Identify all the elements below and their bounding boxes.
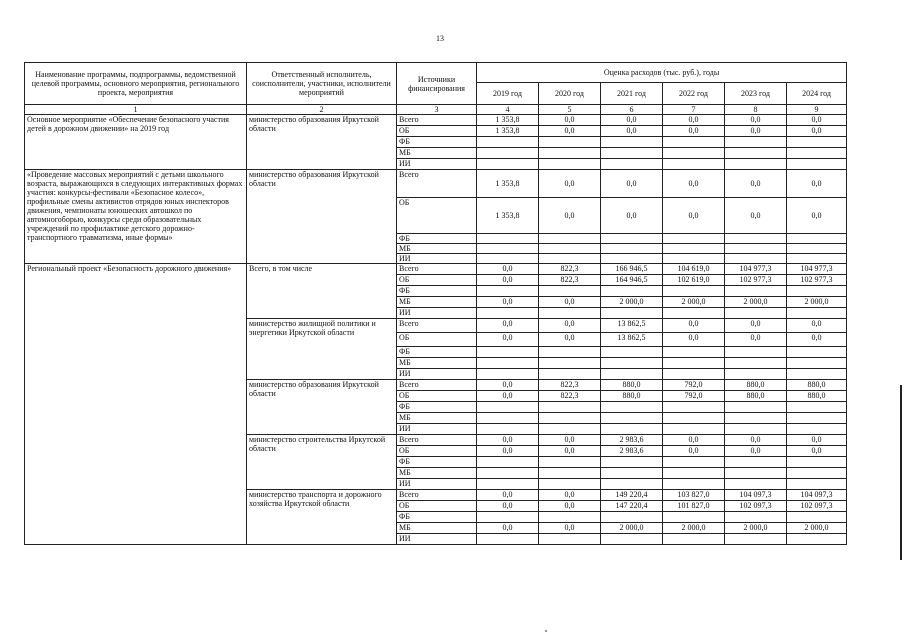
amount-cell (663, 137, 725, 148)
amount-cell: 0,0 (787, 126, 847, 137)
amount-cell (725, 159, 787, 170)
funding-source-cell: МБ (397, 358, 477, 369)
amount-cell: 2 000,0 (725, 297, 787, 308)
amount-cell (663, 254, 725, 264)
table-row (25, 264, 847, 275)
amount-cell: 2 000,0 (725, 523, 787, 534)
header-year: 2021 год (601, 83, 663, 105)
amount-cell (663, 534, 725, 545)
funding-source-cell: МБ (397, 468, 477, 479)
amount-cell (787, 512, 847, 523)
amount-cell: 102 977,3 (725, 275, 787, 286)
amount-cell: 102 097,3 (787, 501, 847, 512)
amount-cell (725, 286, 787, 297)
program-name-cell: «Проведение массовых мероприятий с детьми школьного возраста, выражающихся в следующих интерактивных формах участия: конкурсы-фестивали «Безопасное колесо», профильные смены активистов отрядов юных инспекторов движения, чемпионаты юношеских автошкол по автомногоборью, конкурсы среди образовательных учреждений по профилактике детского дорожно-транспортного травматизма, иные формы» (25, 170, 247, 264)
amount-cell (787, 468, 847, 479)
executor-cell: министерство жилищной политики и энергетики Иркутской области (247, 319, 397, 380)
amount-cell (539, 159, 601, 170)
amount-cell: 0,0 (787, 170, 847, 198)
amount-cell (787, 347, 847, 358)
header-year: 2024 год (787, 83, 847, 105)
amount-cell (725, 137, 787, 148)
funding-source-cell: ФБ (397, 234, 477, 244)
amount-cell: 0,0 (725, 435, 787, 446)
amount-cell: 102 977,3 (787, 275, 847, 286)
amount-cell: 0,0 (601, 126, 663, 137)
amount-cell: 0,0 (477, 501, 539, 512)
amount-cell (477, 234, 539, 244)
header-column-number: 4 (477, 105, 539, 115)
amount-cell (477, 148, 539, 159)
amount-cell: 880,0 (725, 391, 787, 402)
amount-cell (787, 137, 847, 148)
funding-source-cell: ОБ (397, 391, 477, 402)
amount-cell (725, 347, 787, 358)
amount-cell: 880,0 (787, 391, 847, 402)
amount-cell: 0,0 (725, 115, 787, 126)
amount-cell (601, 159, 663, 170)
amount-cell: 0,0 (601, 198, 663, 234)
amount-cell: 1 353,8 (477, 115, 539, 126)
amount-cell (725, 148, 787, 159)
amount-cell (663, 244, 725, 254)
amount-cell: 102 619,0 (663, 275, 725, 286)
amount-cell: 0,0 (539, 126, 601, 137)
amount-cell: 0,0 (539, 319, 601, 333)
amount-cell (725, 534, 787, 545)
amount-cell: 166 946,5 (601, 264, 663, 275)
funding-source-cell: Всего (397, 380, 477, 391)
header-column-number: 1 (25, 105, 247, 115)
amount-cell (787, 402, 847, 413)
funding-source-cell: Всего (397, 115, 477, 126)
header-column-number: 3 (397, 105, 477, 115)
scan-speck (545, 630, 547, 632)
amount-cell (539, 254, 601, 264)
amount-cell: 2 000,0 (663, 523, 725, 534)
amount-cell (601, 347, 663, 358)
page-number: 13 (436, 34, 444, 43)
amount-cell: 104 977,3 (787, 264, 847, 275)
amount-cell: 2 983,6 (601, 435, 663, 446)
amount-cell (477, 358, 539, 369)
amount-cell (539, 286, 601, 297)
header-executor: Ответственный исполнитель, соисполнители, участники, исполнители мероприятий (247, 63, 397, 105)
header-column-number: 6 (601, 105, 663, 115)
amount-cell: 0,0 (539, 435, 601, 446)
budget-table (24, 62, 847, 545)
amount-cell (601, 402, 663, 413)
amount-cell (601, 468, 663, 479)
amount-cell: 0,0 (477, 333, 539, 347)
funding-source-cell: МБ (397, 297, 477, 308)
amount-cell (539, 234, 601, 244)
scan-edge-mark (900, 385, 902, 560)
amount-cell: 792,0 (663, 391, 725, 402)
amount-cell: 0,0 (539, 170, 601, 198)
amount-cell: 0,0 (477, 297, 539, 308)
amount-cell (663, 159, 725, 170)
amount-cell (663, 286, 725, 297)
amount-cell (601, 244, 663, 254)
amount-cell (725, 402, 787, 413)
amount-cell (663, 468, 725, 479)
funding-source-cell: Всего (397, 435, 477, 446)
header-year: 2019 год (477, 83, 539, 105)
amount-cell: 0,0 (725, 446, 787, 457)
amount-cell (601, 413, 663, 424)
amount-cell: 147 220,4 (601, 501, 663, 512)
header-column-number: 7 (663, 105, 725, 115)
amount-cell: 822,3 (539, 380, 601, 391)
amount-cell (601, 254, 663, 264)
header-year: 2022 год (663, 83, 725, 105)
amount-cell (663, 347, 725, 358)
amount-cell: 880,0 (787, 380, 847, 391)
funding-source-cell: ФБ (397, 457, 477, 468)
funding-source-cell: Всего (397, 170, 477, 198)
amount-cell (477, 457, 539, 468)
funding-source-cell: ИИ (397, 308, 477, 319)
funding-source-cell: Всего (397, 490, 477, 501)
funding-source-cell: ОБ (397, 501, 477, 512)
amount-cell (787, 479, 847, 490)
amount-cell: 1 353,8 (477, 170, 539, 198)
amount-cell: 164 946,5 (601, 275, 663, 286)
amount-cell (725, 479, 787, 490)
amount-cell: 0,0 (725, 170, 787, 198)
amount-cell: 1 353,8 (477, 198, 539, 234)
funding-source-cell: ОБ (397, 198, 477, 234)
amount-cell (477, 244, 539, 254)
amount-cell (539, 369, 601, 380)
amount-cell: 822,3 (539, 391, 601, 402)
amount-cell (725, 244, 787, 254)
amount-cell (477, 369, 539, 380)
amount-cell (725, 424, 787, 435)
amount-cell (787, 159, 847, 170)
funding-source-cell: ФБ (397, 512, 477, 523)
amount-cell (787, 234, 847, 244)
amount-cell (663, 479, 725, 490)
amount-cell (663, 512, 725, 523)
amount-cell: 0,0 (477, 490, 539, 501)
executor-cell: министерство образования Иркутской области (247, 380, 397, 435)
amount-cell (539, 424, 601, 435)
amount-cell (539, 148, 601, 159)
amount-cell: 13 862,5 (601, 333, 663, 347)
amount-cell: 0,0 (477, 380, 539, 391)
amount-cell: 0,0 (787, 435, 847, 446)
amount-cell (477, 534, 539, 545)
amount-cell: 880,0 (725, 380, 787, 391)
amount-cell: 0,0 (477, 391, 539, 402)
amount-cell: 104 097,3 (787, 490, 847, 501)
amount-cell: 102 097,3 (725, 501, 787, 512)
amount-cell: 104 097,3 (725, 490, 787, 501)
amount-cell: 1 353,8 (477, 126, 539, 137)
amount-cell: 103 827,0 (663, 490, 725, 501)
amount-cell: 0,0 (787, 198, 847, 234)
amount-cell (477, 424, 539, 435)
amount-cell (601, 308, 663, 319)
amount-cell (787, 358, 847, 369)
amount-cell: 880,0 (601, 380, 663, 391)
amount-cell (725, 234, 787, 244)
amount-cell: 2 000,0 (787, 523, 847, 534)
header-column-number: 9 (787, 105, 847, 115)
amount-cell (663, 148, 725, 159)
executor-cell: Всего, в том числе (247, 264, 397, 319)
amount-cell: 822,3 (539, 264, 601, 275)
amount-cell (477, 159, 539, 170)
amount-cell: 0,0 (663, 115, 725, 126)
amount-cell (477, 468, 539, 479)
amount-cell: 0,0 (663, 170, 725, 198)
header-year: 2023 год (725, 83, 787, 105)
amount-cell: 0,0 (663, 126, 725, 137)
amount-cell: 0,0 (539, 523, 601, 534)
amount-cell (601, 369, 663, 380)
amount-cell (787, 254, 847, 264)
program-name-cell: Региональный проект «Безопасность дорожного движения» (25, 264, 247, 545)
amount-cell (601, 148, 663, 159)
amount-cell (539, 244, 601, 254)
amount-cell: 101 827,0 (663, 501, 725, 512)
amount-cell (787, 369, 847, 380)
amount-cell: 0,0 (663, 319, 725, 333)
amount-cell (477, 479, 539, 490)
amount-cell: 0,0 (787, 446, 847, 457)
amount-cell: 0,0 (539, 333, 601, 347)
amount-cell (787, 413, 847, 424)
amount-cell (725, 369, 787, 380)
amount-cell (725, 468, 787, 479)
amount-cell (787, 424, 847, 435)
amount-cell: 0,0 (725, 126, 787, 137)
amount-cell (601, 512, 663, 523)
executor-cell: министерство образования Иркутской области (247, 170, 397, 264)
header-column-number: 2 (247, 105, 397, 115)
amount-cell (663, 457, 725, 468)
executor-cell: министерство транспорта и дорожного хозяйства Иркутской области (247, 490, 397, 545)
amount-cell: 0,0 (539, 490, 601, 501)
amount-cell: 0,0 (601, 115, 663, 126)
amount-cell (477, 308, 539, 319)
amount-cell (539, 347, 601, 358)
amount-cell (477, 254, 539, 264)
amount-cell (601, 358, 663, 369)
amount-cell: 104 619,0 (663, 264, 725, 275)
amount-cell (601, 137, 663, 148)
amount-cell (477, 512, 539, 523)
amount-cell (601, 457, 663, 468)
amount-cell (663, 424, 725, 435)
funding-source-cell: ФБ (397, 137, 477, 148)
table-row (25, 115, 847, 126)
amount-cell (787, 244, 847, 254)
funding-source-cell: ФБ (397, 286, 477, 297)
amount-cell (787, 308, 847, 319)
funding-source-cell: ОБ (397, 275, 477, 286)
header-year: 2020 год (539, 83, 601, 105)
amount-cell: 0,0 (477, 446, 539, 457)
amount-cell (663, 369, 725, 380)
amount-cell: 0,0 (477, 435, 539, 446)
amount-cell (539, 358, 601, 369)
funding-source-cell: ИИ (397, 424, 477, 435)
amount-cell (663, 358, 725, 369)
amount-cell (663, 413, 725, 424)
amount-cell: 0,0 (477, 275, 539, 286)
funding-source-cell: ОБ (397, 126, 477, 137)
amount-cell: 0,0 (725, 319, 787, 333)
amount-cell: 2 000,0 (601, 297, 663, 308)
amount-cell: 0,0 (477, 264, 539, 275)
amount-cell (477, 413, 539, 424)
funding-source-cell: МБ (397, 413, 477, 424)
amount-cell: 0,0 (539, 501, 601, 512)
amount-cell: 792,0 (663, 380, 725, 391)
amount-cell: 880,0 (601, 391, 663, 402)
header-program-name: Наименование программы, подпрограммы, ведомственной целевой программы, основного мероприятия, регионального проекта, мероприятия (25, 63, 247, 105)
amount-cell (539, 137, 601, 148)
amount-cell: 0,0 (787, 115, 847, 126)
amount-cell: 104 977,3 (725, 264, 787, 275)
amount-cell: 0,0 (539, 446, 601, 457)
amount-cell (725, 358, 787, 369)
amount-cell: 2 000,0 (663, 297, 725, 308)
header-column-number: 5 (539, 105, 601, 115)
amount-cell: 0,0 (539, 115, 601, 126)
amount-cell (725, 308, 787, 319)
amount-cell (663, 308, 725, 319)
amount-cell: 0,0 (725, 333, 787, 347)
funding-source-cell: Всего (397, 319, 477, 333)
amount-cell: 0,0 (663, 333, 725, 347)
amount-cell (539, 479, 601, 490)
amount-cell: 2 983,6 (601, 446, 663, 457)
amount-cell (477, 286, 539, 297)
amount-cell (539, 534, 601, 545)
amount-cell: 0,0 (787, 319, 847, 333)
amount-cell (601, 234, 663, 244)
amount-cell (477, 402, 539, 413)
amount-cell (787, 457, 847, 468)
amount-cell: 822,3 (539, 275, 601, 286)
amount-cell: 149 220,4 (601, 490, 663, 501)
funding-source-cell: МБ (397, 244, 477, 254)
amount-cell: 0,0 (725, 198, 787, 234)
executor-cell: министерство строительства Иркутской области (247, 435, 397, 490)
amount-cell: 0,0 (663, 198, 725, 234)
funding-source-cell: ОБ (397, 333, 477, 347)
amount-cell: 0,0 (663, 435, 725, 446)
amount-cell: 13 862,5 (601, 319, 663, 333)
amount-cell: 0,0 (601, 170, 663, 198)
amount-cell (663, 402, 725, 413)
amount-cell (601, 479, 663, 490)
funding-source-cell: МБ (397, 523, 477, 534)
amount-cell: 0,0 (477, 319, 539, 333)
amount-cell (539, 457, 601, 468)
amount-cell (539, 512, 601, 523)
amount-cell (725, 512, 787, 523)
amount-cell (601, 534, 663, 545)
amount-cell (787, 286, 847, 297)
amount-cell (477, 137, 539, 148)
program-name-cell: Основное мероприятие «Обеспечение безопасного участия детей в дорожном движении» на 2019 год (25, 115, 247, 170)
amount-cell (787, 534, 847, 545)
header-column-number: 8 (725, 105, 787, 115)
amount-cell: 0,0 (477, 523, 539, 534)
header-cost-estimate: Оценка расходов (тыс. руб.), годы (477, 63, 847, 83)
amount-cell (601, 424, 663, 435)
funding-source-cell: ИИ (397, 159, 477, 170)
amount-cell (725, 457, 787, 468)
amount-cell (539, 308, 601, 319)
amount-cell: 0,0 (663, 446, 725, 457)
amount-cell: 2 000,0 (787, 297, 847, 308)
funding-source-cell: МБ (397, 148, 477, 159)
amount-cell (539, 468, 601, 479)
funding-source-cell: ИИ (397, 369, 477, 380)
amount-cell (663, 234, 725, 244)
amount-cell (539, 402, 601, 413)
amount-cell (787, 148, 847, 159)
funding-source-cell: ИИ (397, 254, 477, 264)
amount-cell: 0,0 (539, 198, 601, 234)
amount-cell (539, 413, 601, 424)
executor-cell: министерство образования Иркутской области (247, 115, 397, 170)
amount-cell: 0,0 (787, 333, 847, 347)
funding-source-cell: ОБ (397, 446, 477, 457)
amount-cell: 0,0 (539, 297, 601, 308)
funding-source-cell: ИИ (397, 534, 477, 545)
amount-cell (601, 286, 663, 297)
amount-cell (725, 413, 787, 424)
funding-source-cell: ФБ (397, 402, 477, 413)
funding-source-cell: ФБ (397, 347, 477, 358)
amount-cell: 2 000,0 (601, 523, 663, 534)
header-funding-source: Источники финансирования (397, 63, 477, 105)
funding-source-cell: ИИ (397, 479, 477, 490)
funding-source-cell: Всего (397, 264, 477, 275)
amount-cell (725, 254, 787, 264)
table-row (25, 170, 847, 198)
amount-cell (477, 347, 539, 358)
